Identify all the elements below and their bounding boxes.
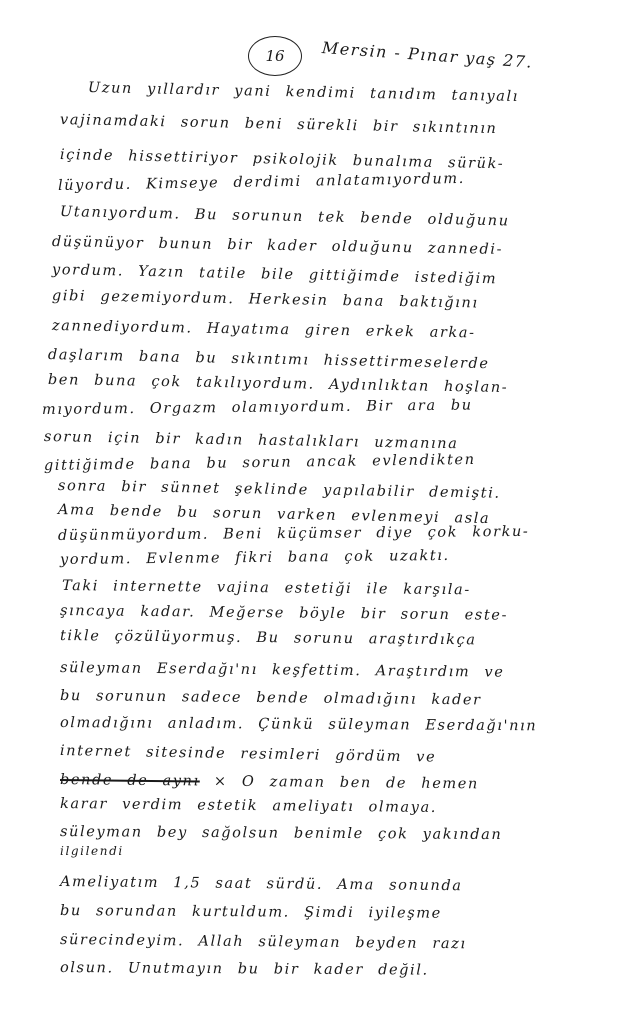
letter-line: zannediyordum. Hayatıma giren erkek arka-: [51, 318, 476, 342]
letter-line: vajinamdaki sorun beni sürekli bir sıkıntının: [59, 112, 498, 138]
letter-line: Ameliyatım 1,5 saat sürdü. Ama sonunda: [59, 874, 463, 895]
letter-line: düşünüyor bunun bir kader olduğunu zannedi-: [51, 234, 504, 258]
letter-line: Ama bende bu sorun varken evlenmeyi asla: [57, 502, 491, 528]
letter-line: bu sorundan kurtuldum. Şimdi iyileşme: [59, 903, 442, 922]
letter-line: gittiğimde bana bu sorun ancak evlendikten: [43, 451, 476, 474]
letter-line: gibi gezemiyordum. Herkesin bana baktığını: [51, 288, 479, 312]
letter-line: Uzun yıllardır yani kendimi tanıdım tanıyalı: [87, 80, 520, 106]
letter-line: süleyman bey sağolsun benimle çok yakından: [59, 824, 503, 844]
page-number-circle: [248, 36, 302, 76]
letter-line: karar verdim estetik ameliyatı olmaya.: [59, 796, 438, 816]
letter-line: lüyordu. Kimseye derdimi anlatamıyordum.: [57, 170, 466, 194]
letter-line: sonra bir sünnet şeklinde yapılabilir demişti.: [57, 478, 501, 502]
letter-line: süleyman Eserdağı'nı keşfettim. Araştırdım ve: [59, 660, 505, 681]
struck-through-text: bende de aynı: [59, 772, 200, 790]
letter-line: içinde hissettiriyor psikolojik bunalıma sürük-: [59, 147, 505, 173]
page-number: 16: [265, 47, 285, 65]
letter-header: [0, 0, 621, 80]
letter-line: sorun için bir kadın hastalıkları uzmanına: [43, 429, 459, 453]
letter-line: yordum. Yazın tatile bile gittiğimde istediğim: [51, 262, 498, 288]
letter-line: yordum. Evlenme fikri bana çok uzaktı.: [59, 547, 450, 568]
letter-line: daşlarım bana bu sıkıntımı hissettirmeselerde: [47, 347, 490, 373]
letter-line: tikle çözülüyormuş. Bu sorunu araştırdıkça: [59, 628, 477, 649]
letter-line: ben buna çok takılıyordum. Aydınlıktan hoşlan-: [47, 372, 509, 397]
location-date: Mersin - Pınar yaş 27.: [321, 38, 534, 72]
letter-line: Taki internette vajina estetiği ile karşıla-: [61, 578, 471, 599]
letter-line: düşünmüyordum. Beni küçümser diye çok korku-: [57, 523, 530, 544]
letter-line: Utanıyordum. Bu sorunun tek bende olduğunu: [59, 204, 510, 230]
letter-line: sürecindeyim. Allah süleyman beyden razı: [59, 932, 467, 953]
letter-line: ilgilendi: [60, 844, 124, 858]
letter-line: olsun. Unutmayın bu bir kader değil.: [59, 960, 429, 979]
letter-line: bu sorunun sadece bende olmadığını kader: [59, 688, 482, 709]
letter-line: şıncaya kadar. Meğerse böyle bir sorun este-: [59, 603, 509, 624]
letter-line-continuation: × O zaman ben de hemen: [213, 773, 479, 793]
letter-line: internet sitesinde resimleri gördüm ve: [59, 743, 437, 766]
letter-line: olmadığını anladım. Çünkü süleyman Eserdağı'nın: [59, 715, 538, 735]
letter-line-with-strike: [60, 772, 479, 792]
letter-line: mıyordum. Orgazm olamıyordum. Bir ara bu: [41, 397, 473, 418]
